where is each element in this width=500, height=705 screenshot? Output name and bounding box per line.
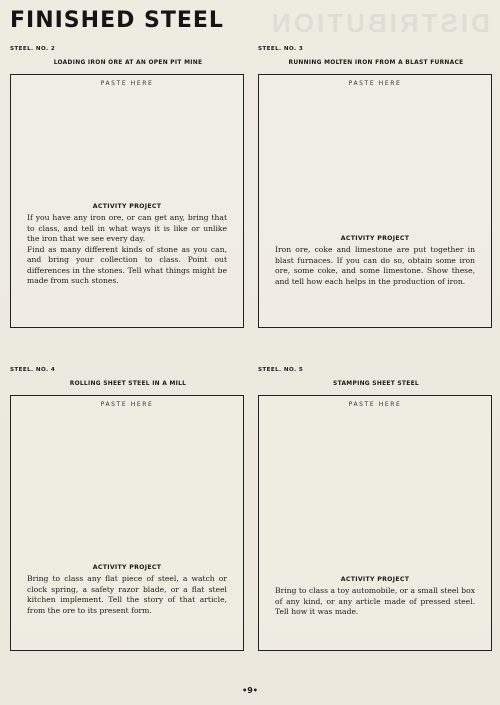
paste-label: PASTE HERE [348,80,402,87]
activity-heading: ACTIVITY PROJECT [340,576,410,583]
paste-label: PASTE HERE [100,401,154,408]
activity-project [11,203,243,287]
activity-project [259,235,491,287]
activity-heading: ACTIVITY PROJECT [92,564,162,571]
panel-number: STEEL. NO. 2 [10,46,56,52]
panel-caption: ROLLING SHEET STEEL IN A MILL [69,381,187,387]
paste-label: PASTE HERE [348,401,402,408]
paste-box [10,74,244,328]
paste-label: PASTE HERE [100,80,154,87]
activity-text: If you have any iron ore, or can get any, bring that to class, and tell in what ways it is like or unlike the iron that we see every day. Find as many different kinds of stone as you can, and bring your collection to class. Point out differences in the stones. Tell what things might be made from such stones. [27,213,227,285]
page-title: FINISHED STEEL [10,8,224,33]
activity-heading: ACTIVITY PROJECT [92,203,162,210]
panel-number: STEEL. NO. 4 [10,367,56,373]
panel-number: STEEL. NO. 5 [258,367,304,373]
panel-caption: RUNNING MOLTEN IRON FROM A BLAST FURNACE [288,60,464,66]
paste-box [258,395,492,651]
panel-caption: LOADING IRON ORE AT AN OPEN PIT MINE [53,60,203,66]
activity-heading: ACTIVITY PROJECT [340,235,410,242]
page-number: •9• [242,686,258,695]
bleed-through-text: DISTRIBUTION [269,8,490,38]
activity-text: Bring to class any flat piece of steel, a watch or clock spring, a safety razor blade, or a flat steel kitchen implement. Tell the story of that article, from the ore to its present form. [27,574,227,615]
panel-caption: STAMPING SHEET STEEL [333,381,419,387]
activity-project [259,576,491,618]
activity-text: Iron ore, coke and limestone are put together in blast furnaces. If you can do so, obtain some iron ore, some coke, and some limestone. Show these, and tell how each helps in the production of iron. [275,245,475,286]
panel-number: STEEL. NO. 3 [258,46,304,52]
paste-box [10,395,244,651]
activity-text: Bring to class a toy automobile, or a small steel box of any kind, or any article made of pressed steel. Tell how it was made. [275,586,475,616]
activity-project [11,564,243,616]
paste-box [258,74,492,328]
